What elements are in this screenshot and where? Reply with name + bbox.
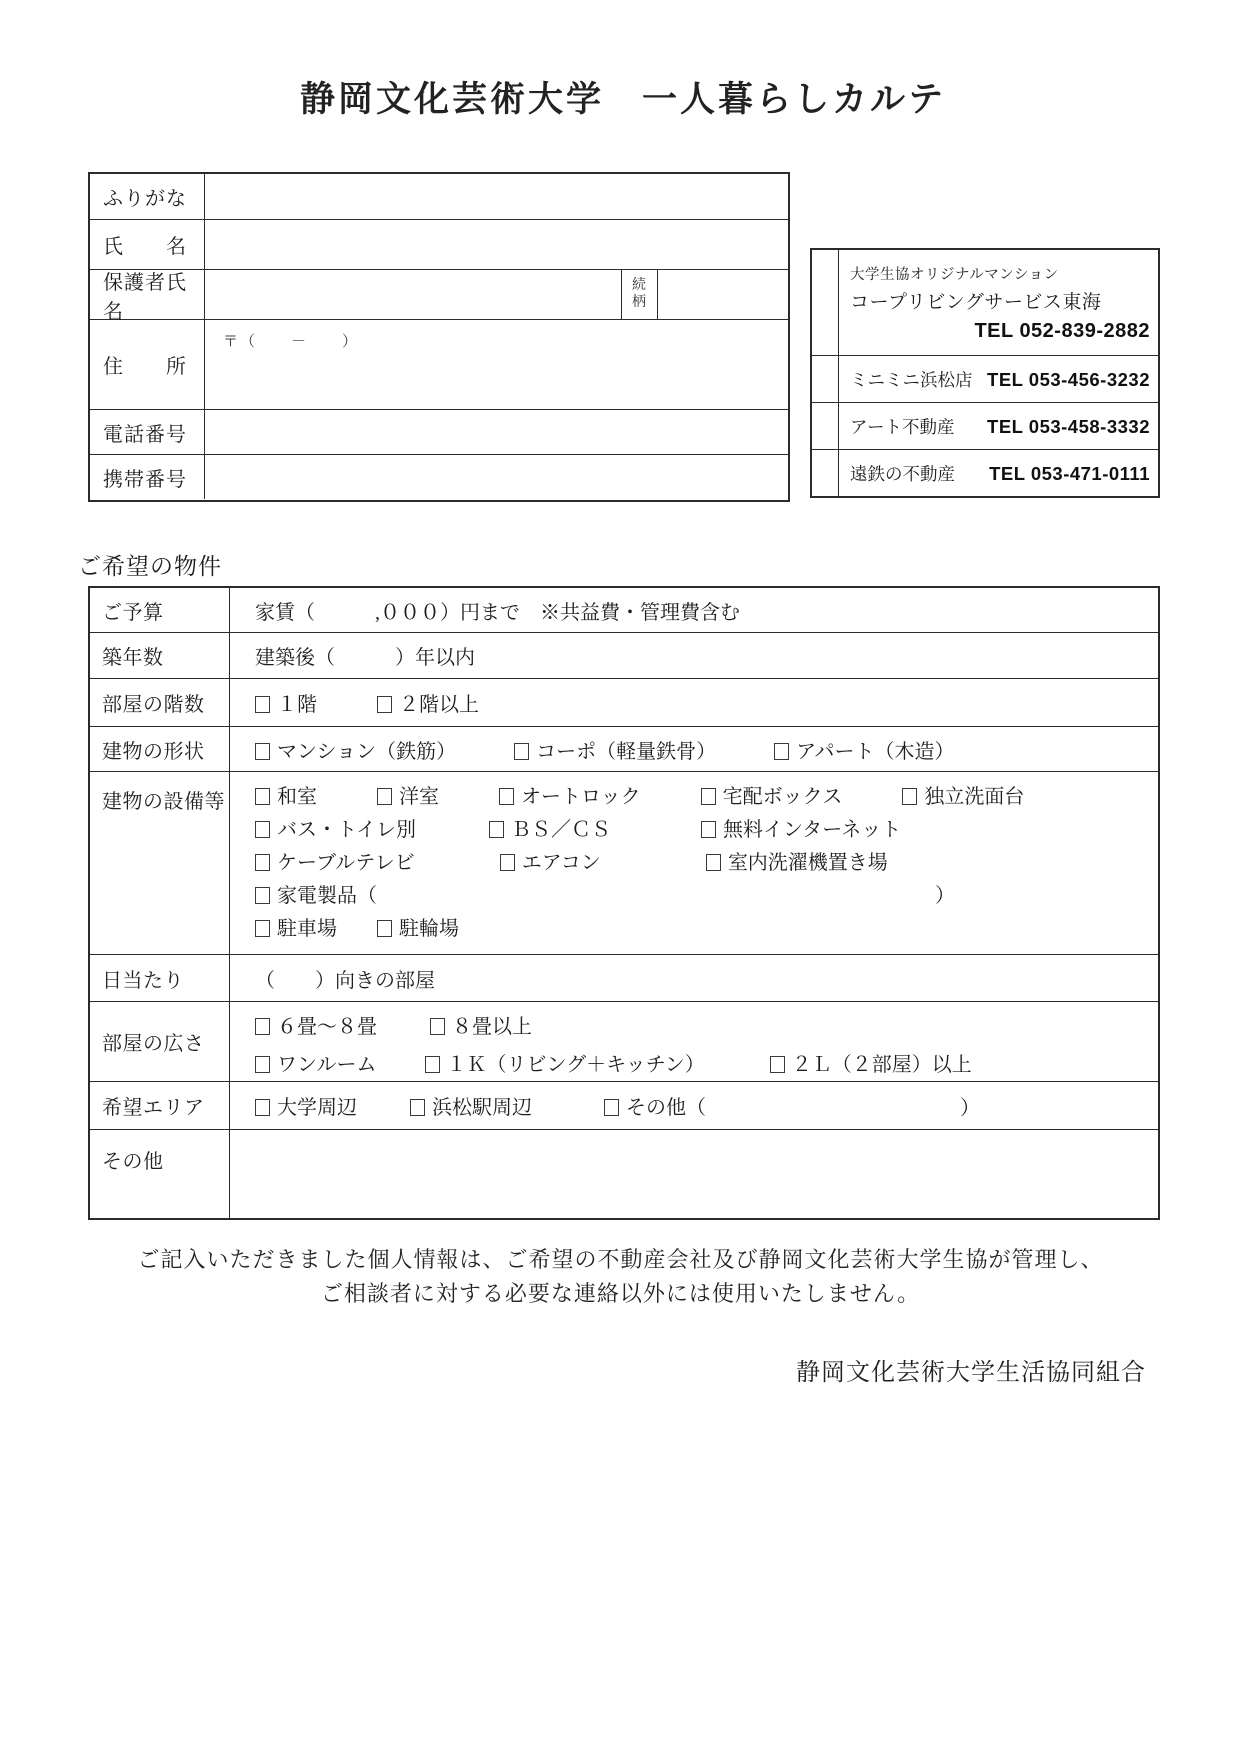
checkbox-option-near-university[interactable]: 大学周辺 — [255, 1091, 357, 1120]
building-type-label: 建物の形状 — [90, 727, 230, 771]
checkbox-icon[interactable] — [489, 821, 504, 838]
checkbox-option-washstand[interactable]: 独立洗面台 — [902, 784, 1024, 810]
checkbox-option-floor-1[interactable]: １階 — [255, 688, 317, 717]
sunlight-field[interactable] — [230, 955, 1158, 1001]
area-label: 希望エリア — [90, 1082, 230, 1129]
table-row — [90, 455, 788, 499]
checkbox-icon[interactable] — [377, 920, 392, 937]
checkbox-option-6to8-tatami[interactable]: ６畳～８畳 — [255, 1014, 377, 1040]
realtor-select-cell[interactable] — [812, 250, 839, 355]
realtor-select-cell[interactable] — [812, 356, 839, 402]
mobile-label: 携帯番号 — [90, 455, 205, 499]
area-options — [230, 1082, 1158, 1129]
realtor-name: ミニミニ浜松店 — [850, 370, 973, 390]
table-row — [90, 320, 788, 410]
checkbox-icon[interactable] — [500, 854, 515, 871]
section-heading-wishes: ご希望の物件 — [78, 553, 222, 579]
mobile-field[interactable] — [205, 455, 788, 499]
equipment-label: 建物の設備等 — [90, 772, 230, 954]
table-row — [812, 250, 1158, 356]
table-row — [90, 270, 788, 323]
guardian-name-label: 保護者氏名 — [90, 270, 205, 319]
area-other-close-paren: ） — [960, 1097, 980, 1119]
checkbox-icon[interactable] — [255, 920, 270, 937]
phone-label: 電話番号 — [90, 410, 205, 454]
checkbox-icon[interactable] — [255, 821, 270, 838]
checkbox-option-bs-cs[interactable]: ＢＳ／ＣＳ — [489, 817, 611, 843]
realtor-tel: TEL 053-458-3332 — [987, 415, 1150, 437]
building-age-label: 築年数 — [90, 633, 230, 678]
checkbox-option-washitsu[interactable]: 和室 — [255, 784, 317, 810]
table-row — [90, 679, 1158, 727]
table-row — [90, 955, 1158, 1002]
furigana-field[interactable] — [205, 174, 788, 219]
realtor-contact-table — [810, 248, 1160, 498]
realtor-note: 大学生協オリジナルマンション — [850, 267, 1059, 283]
table-row — [90, 220, 788, 270]
realtor-name: コープリビングサービス東海 — [850, 292, 1102, 313]
checkbox-option-parking[interactable]: 駐車場 — [255, 916, 337, 942]
checkbox-option-2l[interactable]: ２Ｌ（２部屋）以上 — [770, 1052, 972, 1078]
checkbox-option-bath-toilet-separate[interactable]: バス・トイレ別 — [255, 817, 416, 843]
building-age-text: 建築後（ ）年以内 — [255, 647, 475, 669]
checkbox-option-near-hamamatsu-station[interactable]: 浜松駅周辺 — [410, 1091, 532, 1120]
checkbox-icon[interactable] — [410, 1099, 425, 1116]
checkbox-option-1k[interactable]: １Ｋ（リビング＋キッチン） — [425, 1052, 705, 1078]
checkbox-option-delivery-box[interactable]: 宅配ボックス — [701, 784, 843, 810]
checkbox-icon[interactable] — [902, 788, 917, 805]
checkbox-option-8plus-tatami[interactable]: ８畳以上 — [430, 1014, 532, 1040]
checkbox-icon[interactable] — [604, 1099, 619, 1116]
other-label: その他 — [90, 1130, 230, 1218]
checkbox-icon[interactable] — [377, 788, 392, 805]
table-row — [90, 772, 1158, 955]
sunlight-text: （ ）向きの部屋 — [255, 969, 435, 992]
relation-field[interactable] — [657, 270, 788, 319]
checkbox-icon[interactable] — [701, 788, 716, 805]
checkbox-icon[interactable] — [430, 1018, 445, 1035]
realtor-select-cell[interactable] — [812, 403, 839, 449]
budget-field[interactable] — [230, 588, 1158, 632]
personal-info-table — [88, 172, 790, 502]
realtor-minimini — [839, 356, 1158, 402]
checkbox-icon[interactable] — [774, 743, 789, 760]
table-row — [90, 174, 788, 220]
checkbox-option-bicycle-parking[interactable]: 駐輪場 — [377, 916, 459, 942]
checkbox-icon[interactable] — [255, 696, 270, 713]
table-row — [812, 403, 1158, 450]
realtor-art — [839, 403, 1158, 449]
table-row — [812, 450, 1158, 496]
checkbox-option-indoor-laundry[interactable]: 室内洗濯機置き場 — [706, 850, 888, 876]
realtor-tel: TEL 053-456-3232 — [987, 368, 1150, 390]
floor-label: 部屋の階数 — [90, 679, 230, 726]
appliances-close-paren: ） — [935, 885, 955, 907]
checkbox-icon[interactable] — [255, 887, 270, 904]
checkbox-option-apartment[interactable]: アパート（木造） — [774, 735, 954, 764]
checkbox-icon[interactable] — [255, 788, 270, 805]
checkbox-icon[interactable] — [514, 743, 529, 760]
table-row — [90, 1130, 1158, 1218]
checkbox-option-youshitsu[interactable]: 洋室 — [377, 784, 439, 810]
table-row — [90, 410, 788, 455]
realtor-name: アート不動産 — [850, 417, 955, 437]
realtor-select-cell[interactable] — [812, 450, 839, 496]
budget-text: 家賃（ ,０００）円まで ※共益費・管理費含む — [255, 601, 740, 624]
checkbox-icon[interactable] — [377, 696, 392, 713]
checkbox-icon[interactable] — [701, 821, 716, 838]
address-label: 住 所 — [90, 320, 205, 409]
checkbox-option-aircon[interactable]: エアコン — [500, 850, 601, 876]
guardian-name-field[interactable] — [205, 270, 621, 319]
checkbox-icon[interactable] — [255, 1056, 270, 1073]
checkbox-option-appliances[interactable]: 家電製品（ — [255, 883, 377, 909]
floor-options — [230, 679, 1158, 726]
privacy-note-line2: ご相談者に対する必要な連絡以外には使用いたしません。 — [320, 1281, 921, 1306]
realtor-coop — [839, 250, 1158, 355]
realtor-entetsu — [839, 450, 1158, 496]
checkbox-icon[interactable] — [255, 743, 270, 760]
equipment-options — [230, 772, 1158, 954]
checkbox-option-area-other[interactable]: その他（ — [604, 1091, 706, 1120]
checkbox-option-cable-tv[interactable]: ケーブルテレビ — [255, 850, 415, 876]
relation-label: 続柄 — [621, 270, 657, 319]
room-size-options — [230, 1002, 1158, 1081]
furigana-label: ふりがな — [90, 174, 205, 219]
checkbox-option-free-internet[interactable]: 無料インターネット — [701, 817, 901, 843]
name-label: 氏 名 — [90, 220, 205, 269]
table-row — [90, 1082, 1158, 1130]
privacy-note-line1: ご記入いただきました個人情報は、ご希望の不動産会社及び静岡文化芸術大学生協が管理し、 — [137, 1247, 1104, 1272]
checkbox-option-floor-2plus[interactable]: ２階以上 — [377, 688, 479, 717]
checkbox-option-corpo[interactable]: コーポ（軽量鉄骨） — [514, 735, 716, 764]
table-row — [90, 588, 1158, 633]
checkbox-icon[interactable] — [255, 854, 270, 871]
sunlight-label: 日当たり — [90, 955, 230, 1001]
checkbox-option-one-room[interactable]: ワンルーム — [255, 1052, 377, 1078]
table-row — [90, 1002, 1158, 1082]
page-title: 静岡文化芸術大学 一人暮らしカルテ — [300, 80, 947, 119]
postal-code-prefix: 〒（ － ） — [223, 334, 360, 350]
phone-field[interactable] — [205, 410, 788, 454]
table-row — [90, 633, 1158, 679]
table-row — [812, 356, 1158, 403]
checkbox-icon[interactable] — [706, 854, 721, 871]
budget-label: ご予算 — [90, 588, 230, 632]
checkbox-icon[interactable] — [770, 1056, 785, 1073]
checkbox-option-mansion[interactable]: マンション（鉄筋） — [255, 735, 456, 764]
other-notes-field[interactable] — [230, 1130, 1158, 1218]
checkbox-icon[interactable] — [255, 1018, 270, 1035]
room-size-label: 部屋の広さ — [90, 1002, 230, 1081]
realtor-tel: TEL 053-471-0111 — [989, 462, 1150, 484]
name-field[interactable] — [205, 220, 788, 269]
wishes-table — [88, 586, 1160, 1220]
building-age-field[interactable] — [230, 633, 1158, 678]
address-field[interactable] — [205, 320, 788, 409]
checkbox-icon[interactable] — [425, 1056, 440, 1073]
organization-name: 静岡文化芸術大学生活協同組合 — [796, 1359, 1146, 1386]
realtor-name: 遠鉄の不動産 — [850, 464, 955, 484]
checkbox-option-autolock[interactable]: オートロック — [499, 784, 641, 810]
building-type-options — [230, 727, 1158, 771]
table-row — [90, 727, 1158, 772]
checkbox-icon[interactable] — [255, 1099, 270, 1116]
realtor-tel: TEL 052-839-2882 — [974, 320, 1150, 342]
checkbox-icon[interactable] — [499, 788, 514, 805]
